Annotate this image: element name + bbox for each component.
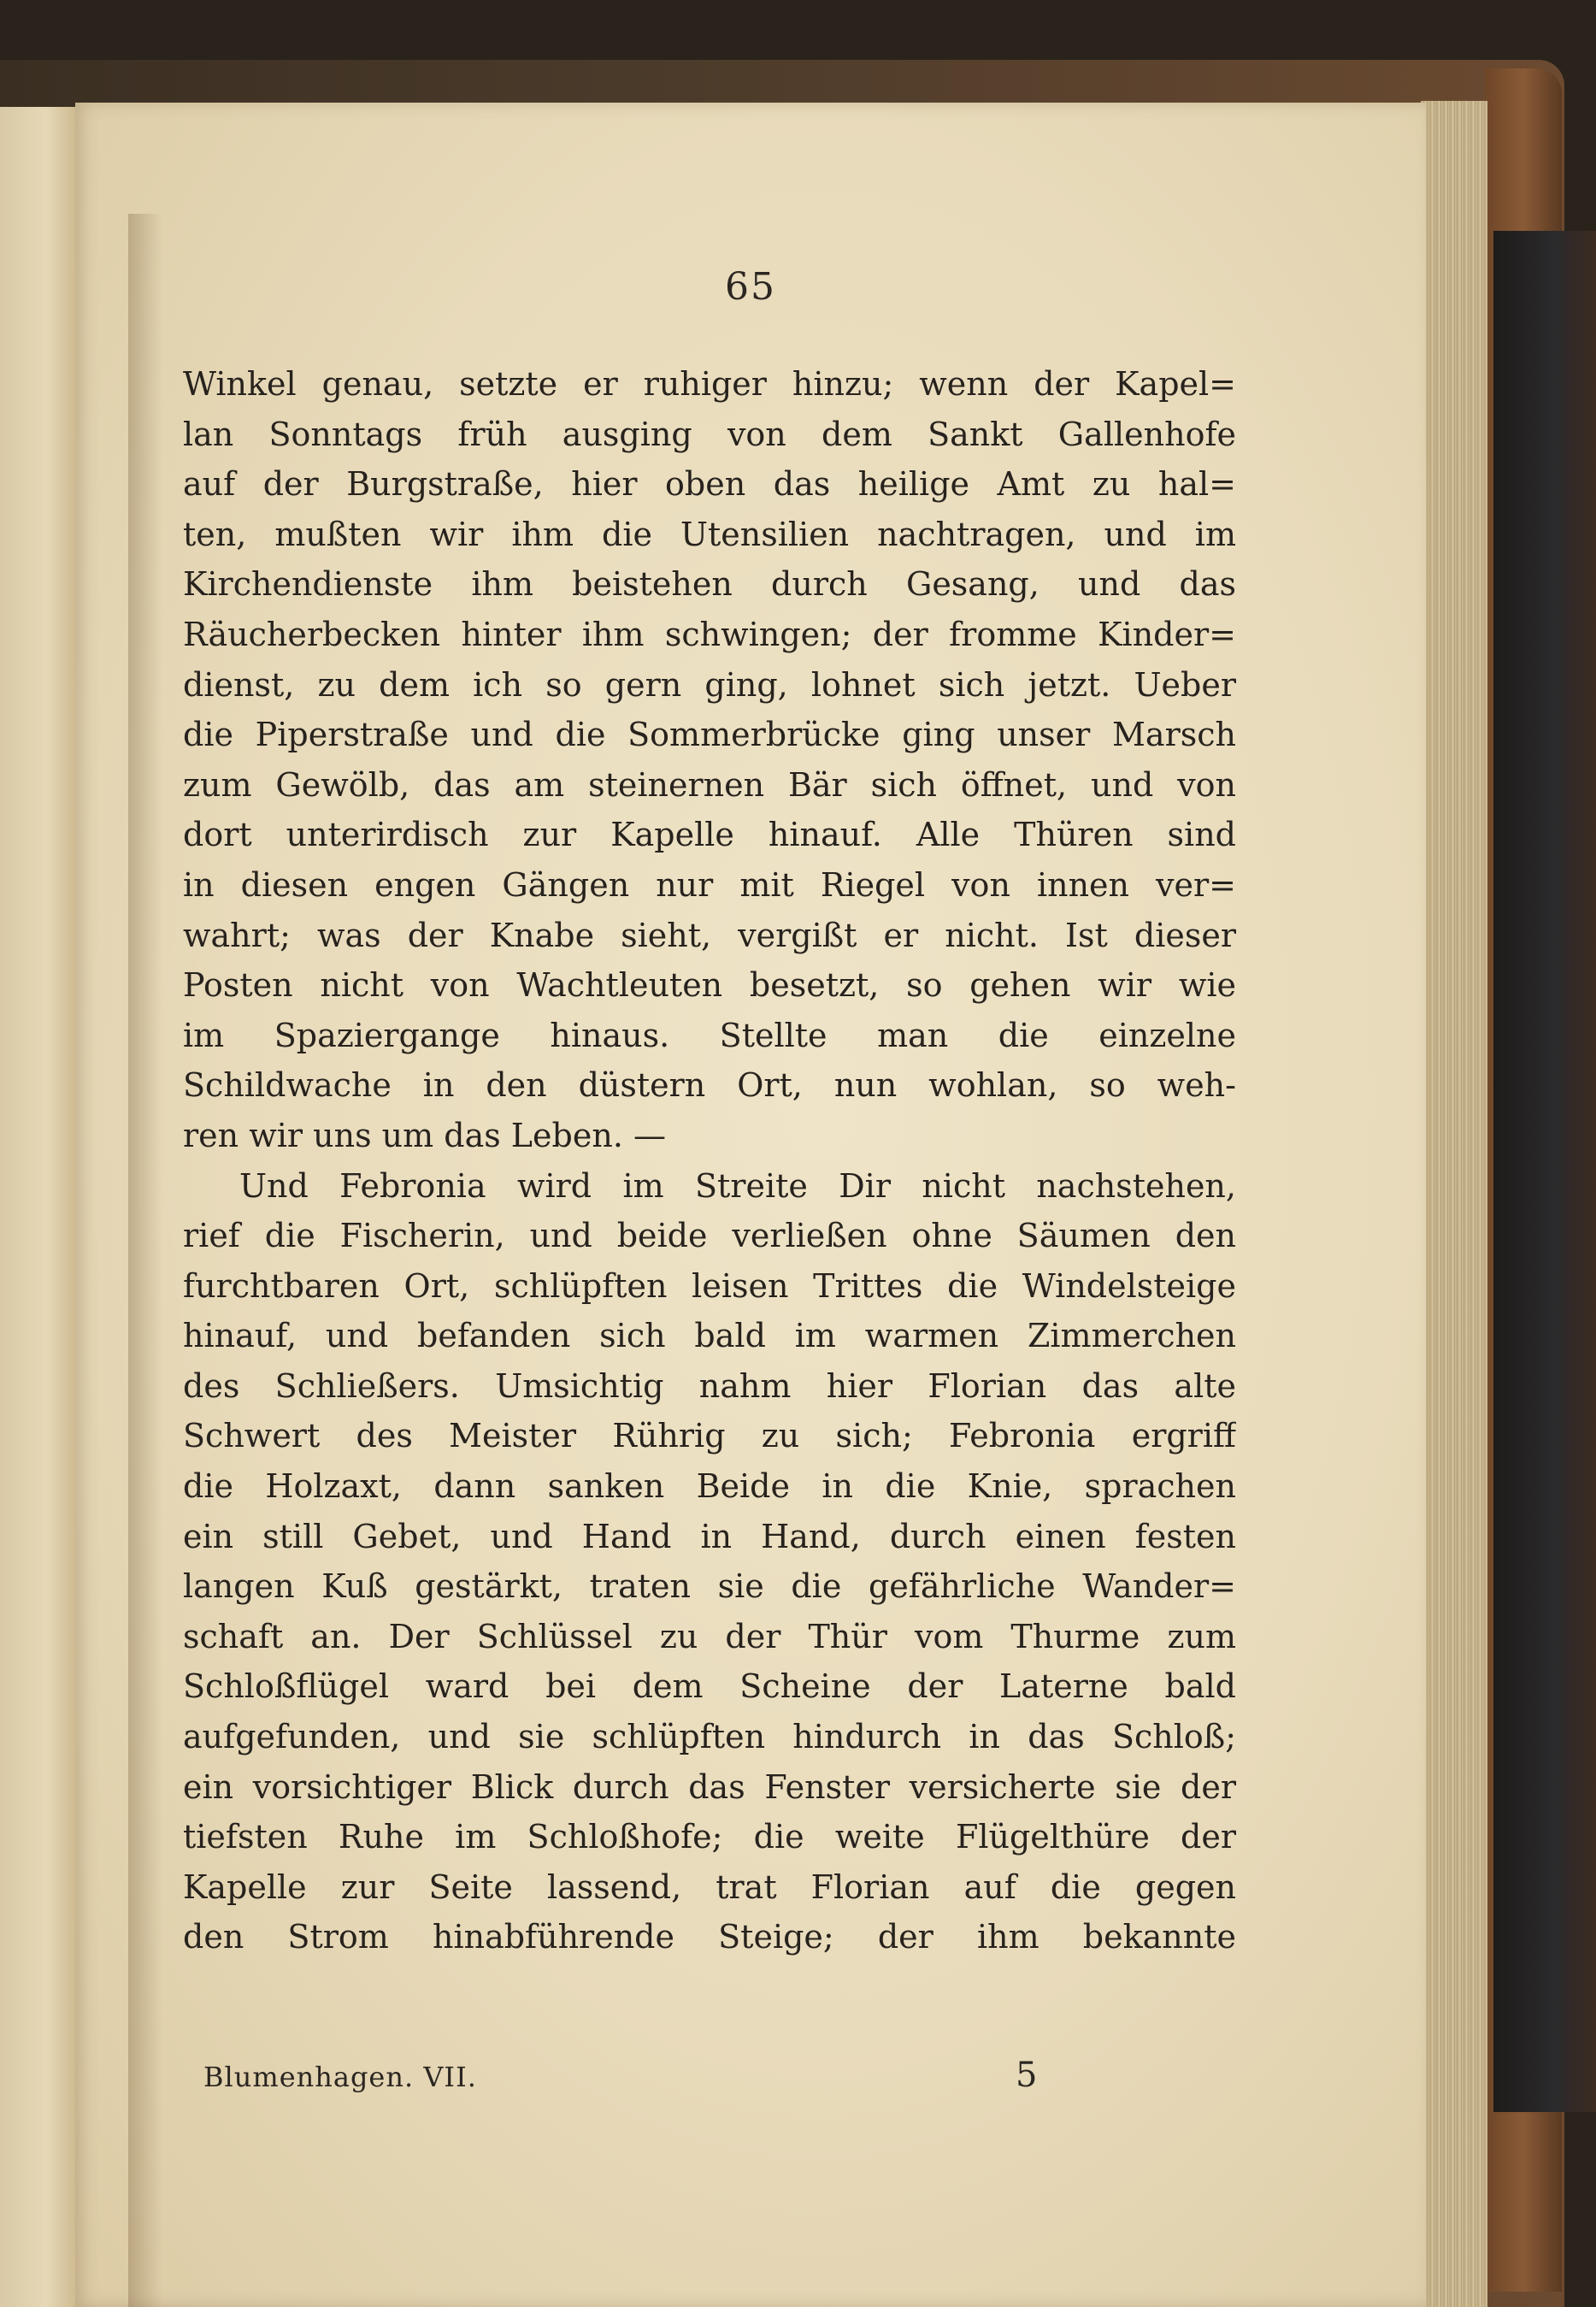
text-line: Schildwache in den düstern Ort, nun wohlan, so weh- xyxy=(183,1066,1236,1105)
text-line: ren wir uns um das Leben. — xyxy=(183,1116,666,1154)
book-page xyxy=(75,103,1426,2307)
text-line: Winkel genau, setzte er ruhiger hinzu; wenn der Kapel= xyxy=(183,365,1236,403)
page-text xyxy=(183,359,1236,1962)
text-line: Posten nicht von Wachtleuten besetzt, so gehen wir wie xyxy=(183,966,1236,1005)
text-line: dort unterirdisch zur Kapelle hinauf. Alle Thüren sind xyxy=(183,816,1236,854)
text-line: zum Gewölb, das am steinernen Bär sich öffnet, und von xyxy=(183,765,1236,804)
text-line: Und Febronia wird im Streite Dir nicht nachstehen, xyxy=(239,1166,1236,1205)
text-line: lan Sonntags früh ausging von dem Sankt Gallenhofe xyxy=(183,415,1236,453)
text-line: des Schließers. Umsichtig nahm hier Florian das alte xyxy=(183,1366,1236,1405)
page-number: 65 xyxy=(725,265,776,309)
text-line: die Holzaxt, dann sanken Beide in die Knie, sprachen xyxy=(183,1467,1236,1506)
text-line: Schwert des Meister Rührig zu sich; Febronia ergriff xyxy=(183,1417,1236,1455)
page-gutter-shadow xyxy=(128,214,162,2307)
text-line: tiefsten Ruhe im Schloßhofe; die weite Flügelthüre der xyxy=(183,1818,1236,1856)
text-line: Kapelle zur Seite lassend, trat Florian auf die gegen xyxy=(183,1867,1236,1906)
text-line: den Strom hinabführende Steige; der ihm bekannte xyxy=(183,1918,1236,1956)
text-line: auf der Burgstraße, hier oben das heilige Amt zu hal= xyxy=(183,465,1236,504)
text-line: Räucherbecken hinter ihm schwingen; der fromme Kinder= xyxy=(183,615,1236,653)
left-page-edge xyxy=(0,107,77,2307)
text-line: ten, mußten wir ihm die Utensilien nachtragen, und im xyxy=(183,515,1236,553)
text-line: Schloßflügel ward bei dem Scheine der Laterne bald xyxy=(183,1667,1236,1706)
text-line: Kirchendienste ihm beistehen durch Gesang, und das xyxy=(183,565,1236,604)
cover-dark-edge xyxy=(1493,231,1596,2112)
page-footer xyxy=(203,2056,1101,2112)
text-line: furchtbaren Ort, schlüpften leisen Trittes die Windelsteige xyxy=(183,1266,1236,1305)
text-line: rief die Fischerin, und beide verließen ohne Säumen den xyxy=(183,1217,1236,1255)
text-line: wahrt; was der Knabe sieht, vergißt er nicht. Ist dieser xyxy=(183,916,1236,954)
text-line: dienst, zu dem ich so gern ging, lohnet sich jetzt. Ueber xyxy=(183,665,1236,704)
page-stack-edges xyxy=(1421,101,1487,2307)
footer-signature: Blumenhagen. VII. xyxy=(203,2061,477,2093)
text-line: im Spaziergange hinaus. Stellte man die einzelne xyxy=(183,1016,1236,1054)
text-line: schaft an. Der Schlüssel zu der Thür vom Thurme zum xyxy=(183,1617,1236,1655)
text-line: hinauf, und befanden sich bald im warmen Zimmerchen xyxy=(183,1317,1236,1355)
text-line: ein vorsichtiger Blick durch das Fenster versicherte sie der xyxy=(183,1767,1236,1806)
text-line: aufgefunden, und sie schlüpften hindurch in das Schloß; xyxy=(183,1718,1236,1756)
footer-sheet-number: 5 xyxy=(1016,2056,1038,2095)
text-line: in diesen engen Gängen nur mit Riegel von innen ver= xyxy=(183,865,1236,904)
text-line: die Piperstraße und die Sommerbrücke ging unser Marsch xyxy=(183,716,1236,754)
text-line: langen Kuß gestärkt, traten sie die gefährliche Wander= xyxy=(183,1567,1236,1606)
text-line: ein still Gebet, und Hand in Hand, durch einen festen xyxy=(183,1517,1236,1555)
